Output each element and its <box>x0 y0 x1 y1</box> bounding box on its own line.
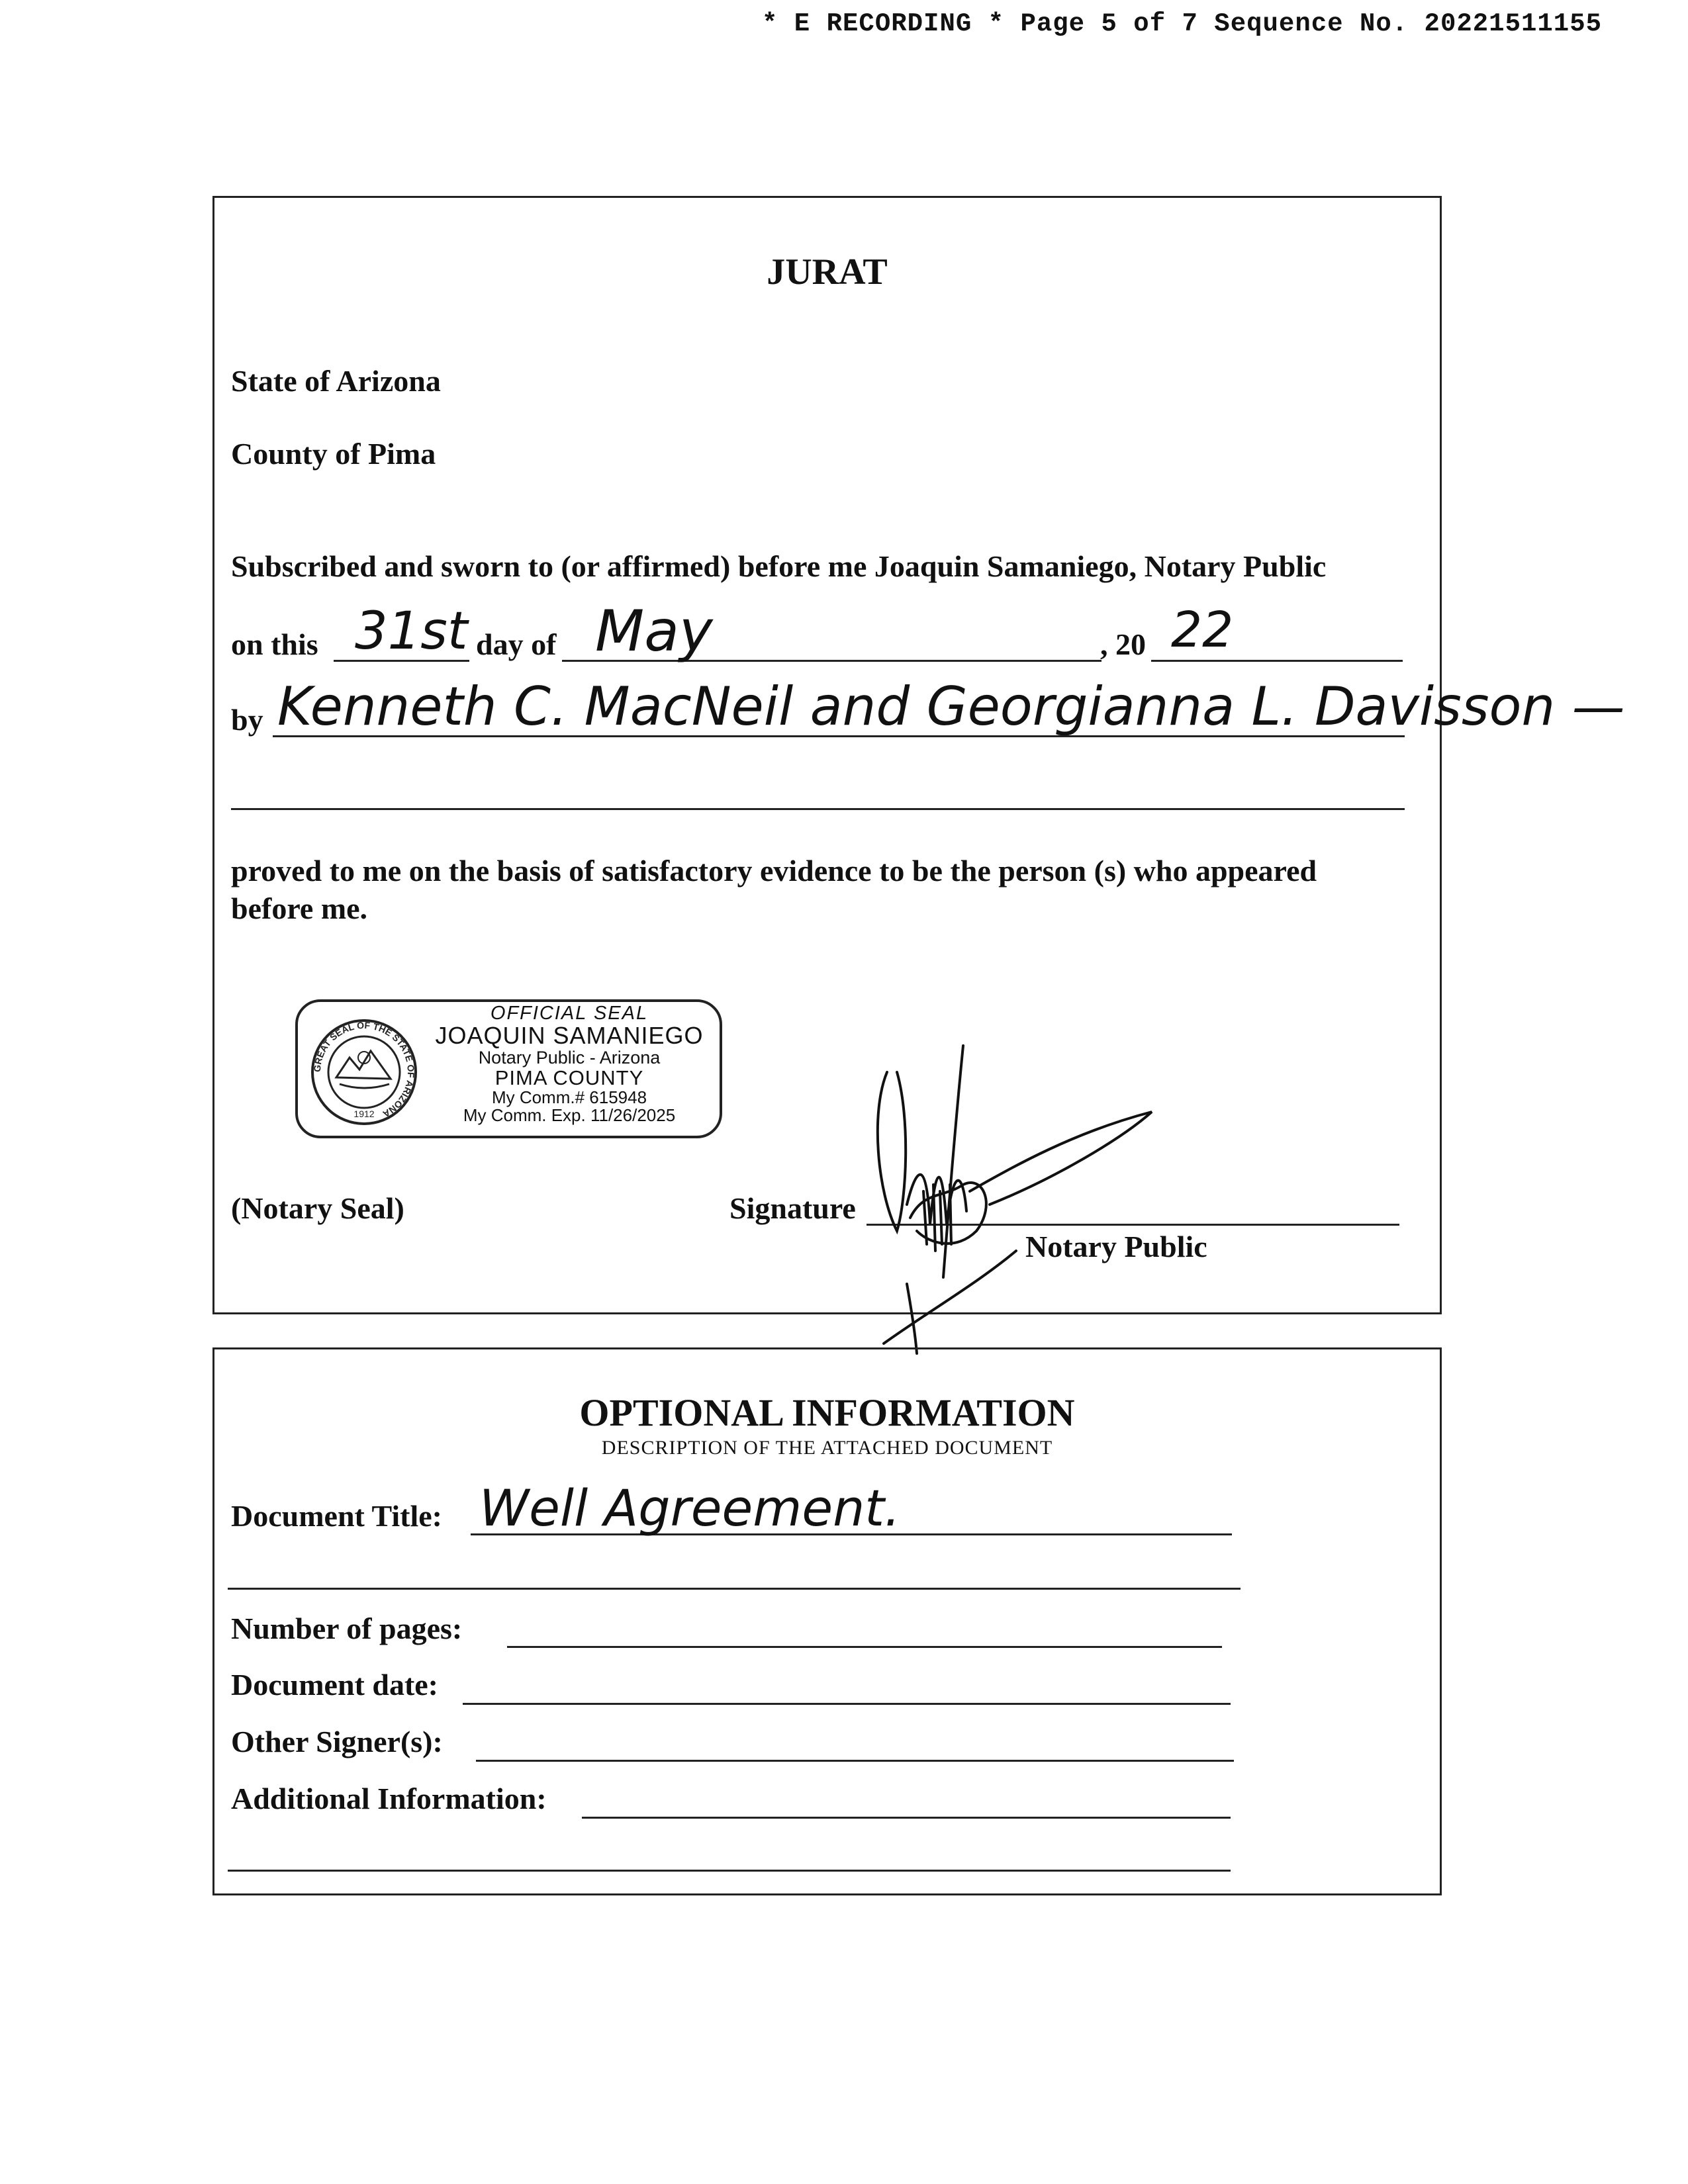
seal-line-comm-exp: My Comm. Exp. 11/26/2025 <box>463 1105 676 1126</box>
county-label: County of Pima <box>231 437 436 471</box>
optional-title: OPTIONAL INFORMATION <box>579 1391 1075 1434</box>
additional-info-line-2 <box>228 1870 1231 1872</box>
other-signers-line <box>476 1760 1234 1762</box>
subscribed-statement: Subscribed and sworn to (or affirmed) before me Joaquin Samaniego, Notary Public <box>231 549 1327 583</box>
seal-line-county: PIMA COUNTY <box>494 1066 644 1089</box>
signature-line <box>867 1224 1399 1226</box>
document-title-line-2 <box>228 1588 1241 1590</box>
document-date-line <box>463 1703 1231 1705</box>
seal-line-name: JOAQUIN SAMANIEGO <box>435 1022 704 1050</box>
recording-header: * E RECORDING * Page 5 of 7 Sequence No. 20221511155 <box>762 9 1602 38</box>
optional-subtitle: DESCRIPTION OF THE ATTACHED DOCUMENT <box>601 1437 1053 1459</box>
seal-line-official: OFFICIAL SEAL <box>490 1003 649 1024</box>
year-line <box>1151 660 1403 662</box>
document-date-label: Document date: <box>231 1668 438 1702</box>
notary-stamp <box>295 999 722 1138</box>
notary-public-label: Notary Public <box>1025 1230 1207 1263</box>
day-of-label: day of <box>476 627 557 661</box>
number-of-pages-label: Number of pages: <box>231 1612 463 1645</box>
document-title-label: Document Title: <box>231 1499 442 1533</box>
month-handwritten: May <box>595 598 713 664</box>
by-label: by <box>231 703 263 737</box>
by-handwritten: Kenneth C. MacNeil and Georgianna L. Davisson — <box>277 676 1625 737</box>
great-seal-emblem-icon <box>310 1018 418 1126</box>
emblem-ring-text: GREAT SEAL OF THE STATE OF ARIZONA <box>311 1019 417 1120</box>
seal-line-comm-number: My Comm.# 615948 <box>491 1087 647 1108</box>
on-this-label: on this <box>231 627 318 661</box>
notary-seal-label: (Notary Seal) <box>231 1191 404 1225</box>
optional-info-box <box>212 1347 1442 1895</box>
year-handwritten: 22 <box>1171 602 1234 659</box>
jurat-box <box>212 196 1625 1314</box>
day-handwritten: 31st <box>355 602 468 661</box>
proved-line-2: before me. <box>231 891 368 925</box>
number-of-pages-line <box>507 1646 1222 1648</box>
year-prefix: , 20 <box>1100 627 1146 661</box>
proved-line-1: proved to me on the basis of satisfactory evidence to be the person (s) who appeared <box>231 854 1317 887</box>
jurat-title: JURAT <box>767 251 888 293</box>
other-signers-label: Other Signer(s): <box>231 1725 443 1758</box>
state-label: State of Arizona <box>231 364 441 398</box>
seal-line-notary: Notary Public - Arizona <box>478 1048 661 1068</box>
emblem-year: 1912 <box>353 1109 375 1119</box>
by-line-2 <box>231 808 1405 810</box>
additional-info-label: Additional Information: <box>231 1782 547 1815</box>
document-title-handwritten: Well Agreement. <box>479 1479 901 1537</box>
additional-info-line <box>582 1817 1231 1819</box>
signature-label: Signature <box>729 1191 856 1225</box>
